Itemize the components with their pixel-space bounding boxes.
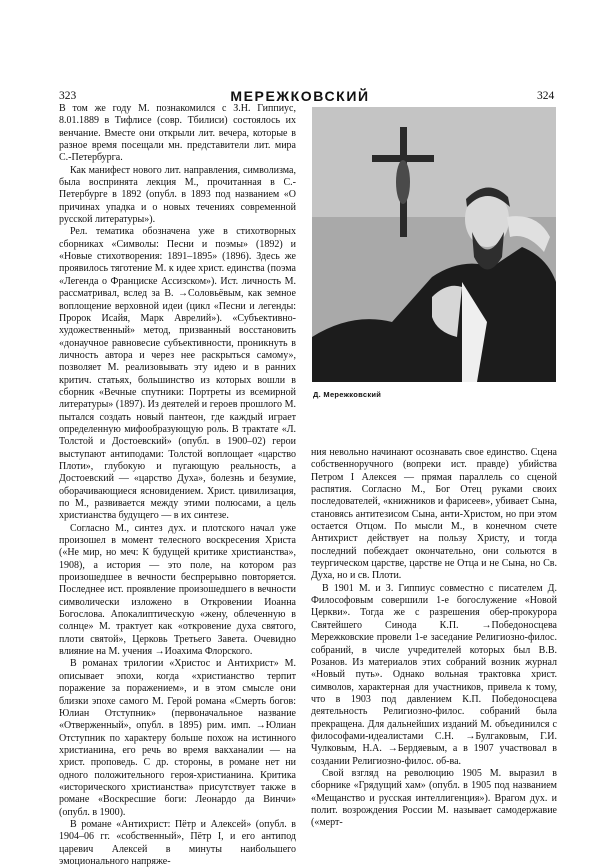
paragraph: Свой взгляд на революцию 1905 М. выразил в сборнике «Грядущий хам» (опубл. в 1905 под названием «Мещанство и русская интеллигенция»). Врагом дух. и полит. возрождения России М. называет самодержавие («мерт- bbox=[311, 767, 557, 829]
right-column bbox=[311, 447, 557, 830]
page-number-left: 323 bbox=[59, 90, 77, 102]
portrait-photo bbox=[312, 107, 556, 382]
page-number-right: 324 bbox=[537, 90, 555, 102]
running-title: МЕРЕЖКОВСКИЙ bbox=[230, 88, 370, 104]
left-column bbox=[59, 103, 296, 868]
paragraph: ния невольно начинают осознавать свое единство. Сцена собственноручного (вопреки ист. правде) убийства Петром I Алексея — прямая параллель со сценой распятия. Согласно М., Бог Отец руками своих последователей, «книжников и фарисеев», убивает Сына, становясь антитезисом Сына, анти-Христом, но при этом остается Отцом. По мысли М., в конечном счете Антихрист действует на пользу Христу, и тогда последний побеждает окончательно, они сольются в теургическом царстве, царстве не Отца и не Сына, но Св. Духа, но и св. Плоти. bbox=[311, 447, 557, 582]
photo-caption: Д. Мережковский bbox=[313, 390, 382, 399]
paragraph: Рел. тематика обозначена уже в стихотворных сборниках «Символы: Песни и поэмы» (1892) и «Новые стихотворения: 1891–1895» (1896). Здесь же проявилось тяготение М. к идее христ. единства (поэма «Легенда о Франциске Ассизском»). Ист. личность М. рассматривал, вслед за В. →Соловьёвым, как земное воплощение верховной идеи (цикл «Песни и легенды: Пророк Исайя, Марк Аврелий»). «Субъективно-художественный» метод, призванный восстановить «донаучное равновесие субъективности, проникнуть в личность автора и через нее раскрыться самому», позволяет М. реализовывать эту идею и в ранних критич. статьях, большинство из которых вошли в сборник «Вечные спутники: Портреты из всемирной литературы» (1897). Из деятелей и героев прошлого М. пытался создать новый пантеон, где каждый играет определенную мифообразующую роль. В трактате «Л. Толстой и Достоевский» (опубл. в 1900–02) герои выступают антиподами: Толстой воплощает «царство Плоти», глубокую и пугающую реальность, а Достоевский — «царство Духа», болезнь и безумие, оборачивающиеся ясновидением. Христ. цивилизация, по М., развивается между этими полюсами, а цель христианства будущего — в их синтезе. bbox=[59, 226, 296, 522]
paragraph: Как манифест нового лит. направления, символизма, была воспринята лекция М., прочитанная в С.-Петербурге в 1892 (опубл. в 1893 под названием «О причинах упадка и о новых течениях современной русской литературы»). bbox=[59, 164, 296, 226]
paragraph: Согласно М., синтез дух. и плотского начал уже произошел в момент телесного воскресения Христа («Не мир, но меч: К будущей критике христианства», 1908), а история — это поле, на котором раз произошедшее в вечности беспрерывно повторяется. Последнее ист. проявление произошедшего в вечности символически изложено в Откровении Иоанна Богослова. Апокалиптическую «жену, облеченную в солнце» М. трактует как «откровение духа святого, плоти святой», Церковь Третьего Завета. Очевидно влияние на М. учения →Иоахима Флорского. bbox=[59, 522, 296, 658]
paragraph: В 1901 М. и З. Гиппиус совместно с писателем Д. Философовым совершили 1-е богослужение «Новой Церкви». Тогда же с разрешения обер-прокурора Святейшего Синода К.П. →Победоносцева Мережковские провели 1-е заседание Религиозно-филос. собраний, в числе учредителей которых был В.В. Розанов. Из материалов этих собраний возник журнал «Новый путь». Однако вольная трактовка христ. символов, характерная для участников, привела к тому, что в 1903 под давлением К.П. Победоносцева деятельность Религиозно-филос. собраний была прекращена. Для дальнейших изданий М. объединился с философами-идеалистами С.Н. →Булгаковым, Г.И. Чулковым, Н.А. →Бердяевым, а в 1907 участвовал в создании Религиозно-филос. об-ва. bbox=[311, 582, 557, 767]
paragraph: В том же году М. познакомился с З.Н. Гиппиус, 8.01.1889 в Тифлисе (совр. Тбилиси) состоялось их венчание. Вместе они открыли лит. вечера, которые в разное время посещали мн. представители лит. мира С.-Петербурга. bbox=[59, 103, 296, 164]
portrait-illustration bbox=[312, 107, 556, 382]
paragraph: В романах трилогии «Христос и Антихрист» М. описывает эпохи, когда «христианство терпит поражение за поражением», и в этом смысле они близки эпохе самого М. Герой романа «Смерть богов: Юлиан Отступник» (первоначальное название «Отверженный», опубл. в 1895) рим. имп. →Юлиан Отступник по характеру больше похож на истинного христианина, его речь во время вакханалии — на христ. проповедь. С др. стороны, в романе нет ни одного положительного героя-христианина. Критика «исторического христианства» присутствует также в романе «Воскресшие боги: Леонардо да Винчи» (опубл. в 1900). bbox=[59, 658, 296, 818]
paragraph: В романе «Антихрист: Пётр и Алексей» (опубл. в 1904–06 гг. «собственный», Пётр I, и его антипод царевич Алексей в минуты наибольшего эмоционального напряже- bbox=[59, 818, 296, 867]
